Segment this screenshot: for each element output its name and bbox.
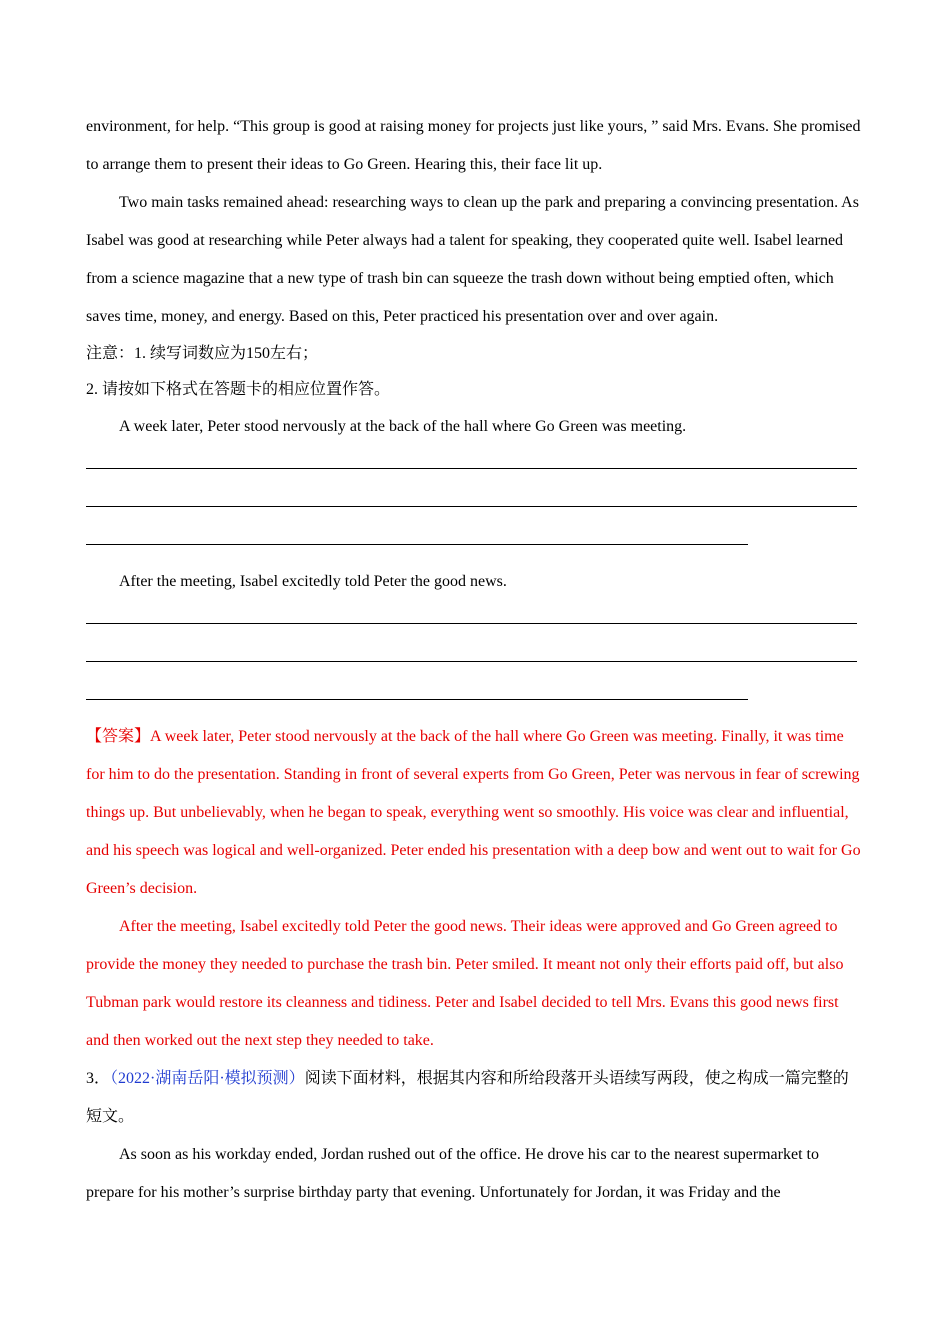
answer-paragraph-2: After the meeting, Isabel excitedly told Peter the good news. Their ideas were approved and Go Green agreed to provide the money they needed to purchase the trash bin. Peter smiled. It meant not only their efforts paid off, but also Tubman park would restore its cleanness and tidiness. Peter and Isabel decided to tell Mrs. Evans this good news first and then worked out the next step they needed to take.: [86, 918, 844, 1049]
question-number: 3．: [86, 1070, 111, 1087]
passage-paragraph-2: Two main tasks remained ahead: researching ways to clean up the park and preparing a convincing presentation. As Isabel was good at researching while Peter always had a talent for speaking, they cooperated quite well. Isabel learned from a science magazine that a new type of trash bin can squeeze the trash down without being emptied often, which saves time, money, and energy. Based on this, Peter practiced his presentation over and over again.: [86, 194, 859, 325]
question-3-passage: As soon as his workday ended, Jordan rushed out of the office. He drove his car to the nearest supermarket to prepare for his mother’s surprise birthday party that evening. Unfortunately for Jordan, it was Friday and the: [86, 1146, 819, 1201]
note-format: 2. 请按如下格式在答题卡的相应位置作答。: [86, 381, 391, 398]
answer-paragraph-1: [86, 718, 862, 908]
document-page: [86, 108, 862, 1212]
passage-paragraph-1: environment, for help. “This group is good at raising money for projects just like yours, ” said Mrs. Evans. She promised to arrange them to present their ideas to Go Green. Hearing this, their face lit up.: [86, 118, 861, 173]
continuation-prompt-1: A week later, Peter stood nervously at the back of the hall where Go Green was meeting.: [119, 418, 687, 435]
question-instruction-text: 阅读下面材料，根据其内容和所给段落开头语续写两段，使之构成一篇完整的短文。: [86, 1070, 849, 1125]
question-source: （2022·湖南岳阳·模拟预测）: [110, 1070, 305, 1087]
note-word-count: 注意：1. 续写词数应为150左右；: [86, 345, 319, 362]
continuation-prompt-2: After the meeting, Isabel excitedly told Peter the good news.: [119, 573, 507, 590]
question-3-instruction: [86, 1060, 862, 1136]
answer-text-1: A week later, Peter stood nervously at the back of the hall where Go Green was meeting. Finally, it was time for him to do the presentation. Standing in front of several experts from Go Green, Peter was nervous in fear of screwing things up. But unbelievably, when he began to speak, everything went so smoothly. His voice was clear and influential, and his speech was logical and well-organized. Peter ended his presentation with a deep bow and went out to wait for Go Green’s decision.: [86, 728, 861, 897]
answer-tag: 【答案】: [86, 728, 151, 745]
